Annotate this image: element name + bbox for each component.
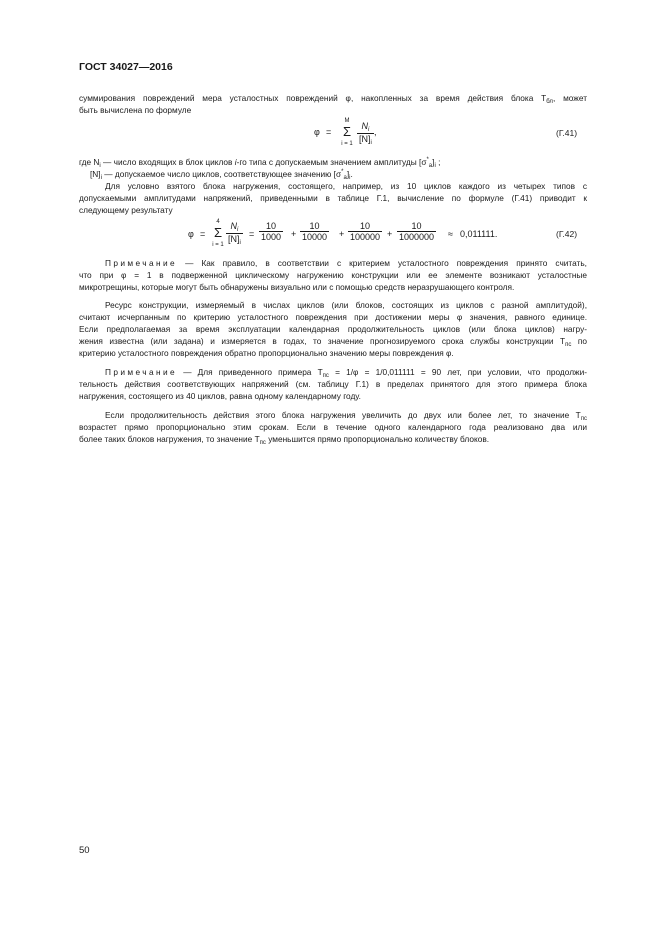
sum-lower-limit: i = 1 (212, 242, 224, 248)
resource-line-3: Если предполагаемая за время эксплуатации календарная продолжительность циклов (или блока циклов) нагру- (79, 324, 587, 334)
equals-sign: = (249, 229, 255, 239)
example-line-2: допускаемыми амплитудами напряжений, приведенными в таблице Г.1, вычисление по формуле (Г.41) приводит к (79, 193, 587, 203)
note-label: Примечание (105, 367, 178, 377)
fraction-ni-over-ni: $\frac{N_i}{[N]_i}$ (228, 221, 241, 246)
plus-sign: + (339, 229, 345, 239)
formula-number: (Г.41) (556, 128, 578, 138)
resource-line-1: Ресурс конструкции, измеряемый в числах циклов (или блоков, состоящих из циклов с разной амплитудой), (105, 300, 587, 310)
resource-line-4: жения известна (или задана) и измеряется в годах, то значение прогнозируемого срока службы конструкции $T_{пс}$ по (79, 336, 587, 348)
equals-sign: = (200, 229, 206, 239)
final-line-1: Если продолжительность действия этого блока нагружения увеличить до двух или более лет, то значение $T_{пс}$ (105, 410, 587, 422)
page-number: 50 (79, 845, 90, 856)
note-2-line-2: тельность действия соответствующих напряжений (см. таблицу Г.1) в пределах принятого для этого примера блока (79, 379, 587, 389)
document-header: ГОСТ 34027—2016 (79, 61, 173, 73)
example-line-3: следующему результату (79, 205, 173, 215)
sum-lower-limit: i = 1 (341, 141, 353, 147)
sum-upper-limit: 4 (216, 219, 220, 225)
plus-sign: + (387, 229, 393, 239)
formula-number: (Г.42) (556, 229, 578, 239)
intro-line-1: суммирования повреждений мера усталостных повреждений φ, накопленных за время действия блока $T_{бл}$, может (79, 93, 587, 105)
resource-line-2: считают исчерпанным по критерию усталостного повреждения при достижении меры φ значения, равного единице. (79, 312, 587, 322)
final-line-3: более таких блоков нагружения, то значение $T_{пс}$ уменьшится прямо пропорционально количеству блоков. (79, 434, 490, 446)
formula-lhs: φ (314, 127, 320, 137)
formula-result: 0,011111. (460, 229, 498, 239)
term-fraction: $\frac{10}{1000000}$ (399, 221, 435, 242)
note-2-line-3: нагружения, состоящего из 40 циклов, равна одному календарному году. (79, 391, 361, 401)
intro-line-2: быть вычислена по формуле (79, 105, 192, 115)
final-line-2: возрастет прямо пропорционально этим срокам. Если в течение одного календарного года реализовано два или (79, 422, 587, 432)
fraction-ni-over-ni: $\frac{N_i}{[N]_i}$ (359, 121, 372, 146)
where-line-2: $[N]_i$ — допускаемое число циклов, соответствующее значению $[\sigma^*_a]_i$. (90, 169, 353, 181)
plus-sign: + (291, 229, 297, 239)
where-line-1: где $N_i$ — число входящих в блок циклов i-го типа с допускаемым значением амплитуды $[\sigma^*_a]_i$ ; (79, 157, 441, 169)
sum-upper-limit: M (344, 118, 350, 124)
sum-symbol: Σ (213, 225, 223, 240)
approx-sign: ≈ (448, 229, 453, 239)
equals-sign: = (326, 127, 332, 137)
note-2-line-1: Примечание — Для приведенного примера $T_{пс} = 1/\varphi = 1/0,011111 = 90$ лет, при условии, что продолжи- (105, 367, 587, 379)
note-label: Примечание (105, 258, 178, 268)
term-fraction: $\frac{10}{1000}$ (261, 221, 282, 242)
term-fraction: $\frac{10}{100000}$ (350, 221, 381, 242)
term-fraction: $\frac{10}{10000}$ (302, 221, 328, 242)
note-1-line-2: что при φ = 1 в подверженной циклическому нагружению конструкции или ее элементе возникают усталостные (79, 270, 587, 280)
formula-lhs: φ (188, 229, 194, 239)
resource-line-5: критерию усталостного повреждения обратно пропорционально значению меры повреждения φ. (79, 348, 454, 358)
note-1-line-3: микротрещины, которые могут быть обнаружены визуально или с помощью средств неразрушающего контроля. (79, 282, 515, 292)
example-line-1: Для условно взятого блока нагружения, состоящего, например, из 10 циклов каждого из четырех типов с (105, 181, 587, 191)
sum-symbol: Σ (342, 124, 352, 139)
note-1-line-1: Примечание — Как правило, в соответствии с критерием усталостного повреждения принято считать, (105, 258, 587, 268)
